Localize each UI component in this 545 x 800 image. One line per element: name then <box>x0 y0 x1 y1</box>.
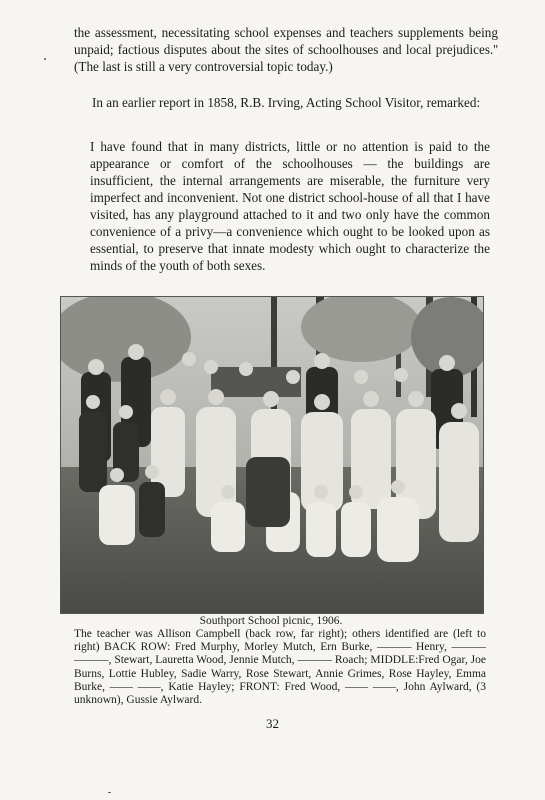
group-photograph <box>60 296 484 614</box>
figure-caption-body: The teacher was Allison Campbell (back row, far right); others identified are (left to right) BACK ROW: Fred Murphy, Morley Mutch, Ern Burke, ——— Henry, ——— ———, Stewart, Lauretta Wood, Jennie Mutch, ——— Roach; MIDDLE:Fred Ogar, Joe Burns, Lottie Hubley, Sadie Warry, Rose Stewart, Annie Grimes, Rose Hayley, Emma Burke, —— ——, Katie Hayley; FRONT: Fred Wood, —— ——, John Aylward, (3 unknown), Gussie Aylward. <box>74 628 486 707</box>
speck <box>44 58 46 60</box>
body-paragraph-1: the assessment, necessitating school expenses and teachers supplements being unpaid; factious disputes about the sites of schoolhouses and local prejudices.'' (The last is still a very controversial topic today.) <box>74 25 498 74</box>
photo-illustration <box>61 297 483 613</box>
block-quote: I have found that in many districts, little or no attention is paid to the appearance or comfort of the schoolhouses — the buildings are insufficient, the internal arrangements are miserable, the furniture very imperfect and inconvenient. Not one district school-house of all that I have visited, has any playground attached to it and two only have the common convenience of a privy—a convenience which ought to be looked upon as essential, to preserve that innate modesty which ought to characterize the minds of the youth of both sexes. <box>90 139 490 273</box>
figure-caption-title: Southport School picnic, 1906. <box>199 615 343 627</box>
body-paragraph-2: In an earlier report in 1858, R.B. Irving, Acting School Visitor, remarked: <box>92 95 481 110</box>
page-number: 32 <box>266 716 279 731</box>
speck <box>108 792 111 793</box>
